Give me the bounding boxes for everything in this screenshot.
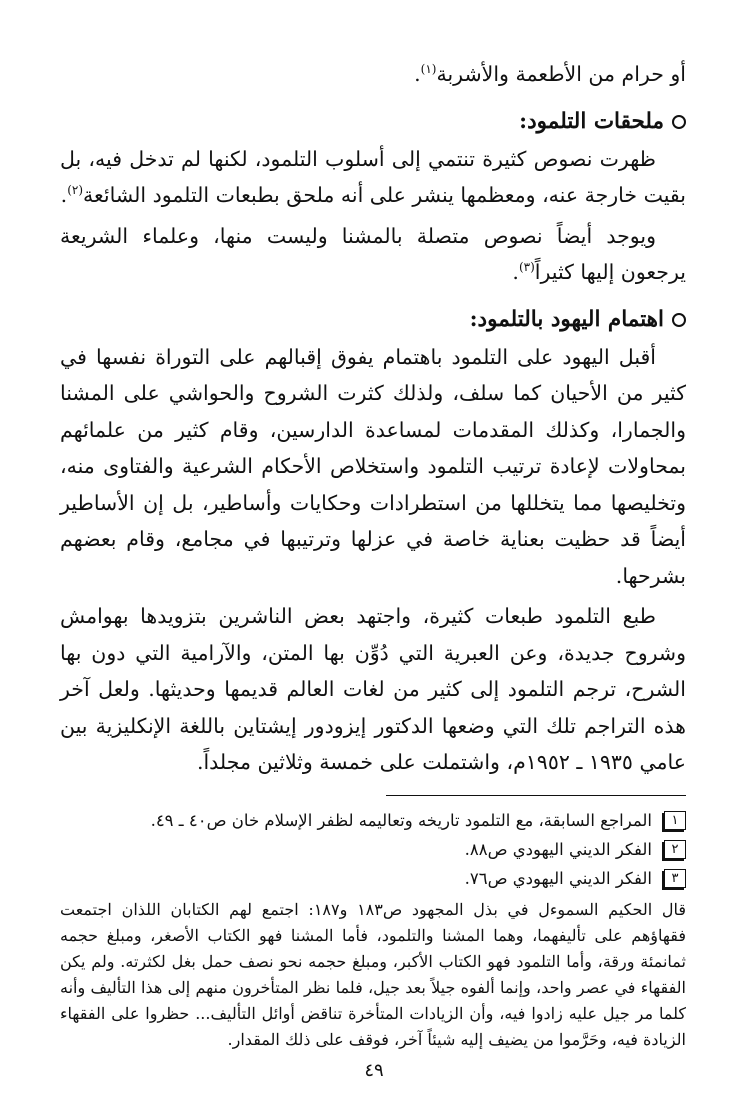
- footnote-text: الفكر الديني اليهودي ص٨٨.: [464, 839, 652, 859]
- opening-line-text: أو حرام من الأطعمة والأشربة: [436, 62, 686, 86]
- section-heading: [60, 103, 686, 141]
- footnote-text: المراجع السابقة، مع التلمود تاريخه وتعاليمه لظفر الإسلام خان ص٤٠ ـ ٤٩.: [150, 810, 652, 830]
- footnote-ref[interactable]: (١): [420, 62, 437, 77]
- footnotes: [60, 806, 686, 1053]
- footnote-item: [60, 806, 686, 835]
- paragraph: أقبل اليهود على التلمود باهتمام يفوق إقبالهم على التوراة نفسها في كثير من الأحيان كما سلف، ولذلك كثرت الشروح والحواشي على المشنا والجمارا، وكذلك المقدمات لمساعدة الدارسين، وقام كثير من علمائهم بمحاولات لإعادة ترتيب التلمود واستخلاص الأحكام الشرعية والفتاوى منه، وتخليصها مما يتخللها من استطرادات وحكايات وأساطير، بل إن الأساطير أيضاً قد حظيت بعناية خاصة في عزلها وترتيبها في مجامع، وقام بعضهم بشرحها.: [60, 344, 686, 588]
- footnote-divider: [386, 795, 686, 796]
- section-heading-text: اهتمام اليهود بالتلمود:: [469, 306, 664, 332]
- paragraph-text: ظهرت نصوص كثيرة تنتمي إلى أسلوب التلمود، لكنها لم تدخل فيه، بل بقيت خارجة عنه، ومعظمها ينشر على أنه ملحق بطبعات التلمود الشائعة: [60, 146, 686, 207]
- paragraph: ويوجد أيضاً نصوص متصلة بالمشنا وليست منها، وعلماء الشريعة يرجعون إليها كثيراً$^{(٣)}$.: [60, 223, 686, 284]
- footnote-item: [60, 864, 686, 893]
- page-number: ٤٩: [364, 1060, 384, 1081]
- paragraph: ظهرت نصوص كثيرة تنتمي إلى أسلوب التلمود، لكنها لم تدخل فيه، بل بقيت خارجة عنه، ومعظمها ينشر على أنه ملحق بطبعات التلمود الشائعة$^{(٢)}$.: [60, 146, 686, 207]
- paragraph-text: ويوجد أيضاً نصوص متصلة بالمشنا وليست منها، وعلماء الشريعة يرجعون إليها كثيراً: [60, 223, 686, 284]
- footnote-extra-text: قال الحكيم السموءل في بذل المجهود ص١٨٣ و١٨٧: اجتمع لهم الكتابان اللذان اجتمعت فقهاؤهم على تأليفهما، وهما المشنا والتلمود، فأما المشنا فهو الكتاب الأصغر، ومبلغ حجمه ثمانمئة ورقة، وأما التلمود فهو الكتاب الأكبر، ومبلغ حجمه نحو نصف حمل بغل لكثرته. ولم يكن الفقهاء في عصر واحد، وإنما ألفوه جيلاً بعد جيل، فلما نظر المتأخرون منهم إلى هذا التأليف وأنه كلما مر جيل عليه زادوا فيه، وأن الزيادات المتأخرة تناقض أوائل التأليف... حظروا على الفقهاء الزيادة فيه، وحَرَّموا من يضيف إليه شيئاً آخر، فوقف على ذلك المقدار.: [60, 899, 687, 1049]
- paragraph: طبع التلمود طبعات كثيرة، واجتهد بعض الناشرين بتزويدها بهوامش وشروح جديدة، وعن العبرية التي دُوِّن بها المتن، والآرامية التي دون بها الشرح، ترجم التلمود إلى كثير من لغات العالم قديمها وحديثها. ولعل آخر هذه التراجم تلك التي وضعها الدكتور إيزودور إيشتاين باللغة الإنكليزية بين عامي ١٩٣٥ ـ ١٩٥٢م، واشتملت على خمسة وثلاثين مجلداً.: [60, 604, 686, 774]
- footnote-ref[interactable]: (٣): [518, 260, 535, 275]
- page-body: [60, 56, 686, 1053]
- circle-bullet-icon: [672, 313, 686, 327]
- section-heading: [60, 301, 686, 339]
- circle-bullet-icon: [672, 115, 686, 129]
- footnote-number-box: ٣: [664, 869, 686, 888]
- main-text: [60, 56, 686, 781]
- footnote-item: [60, 835, 686, 864]
- footnote-text: الفكر الديني اليهودي ص٧٦.: [464, 868, 652, 888]
- section-heading-text: ملحقات التلمود:: [519, 108, 664, 134]
- footnote-ref[interactable]: (٢): [67, 183, 84, 198]
- footnote-number-box: ١: [664, 811, 686, 830]
- footnote-number-box: ٢: [664, 840, 686, 859]
- opening-line: أو حرام من الأطعمة والأشربة$^{(١)}$.: [414, 62, 686, 86]
